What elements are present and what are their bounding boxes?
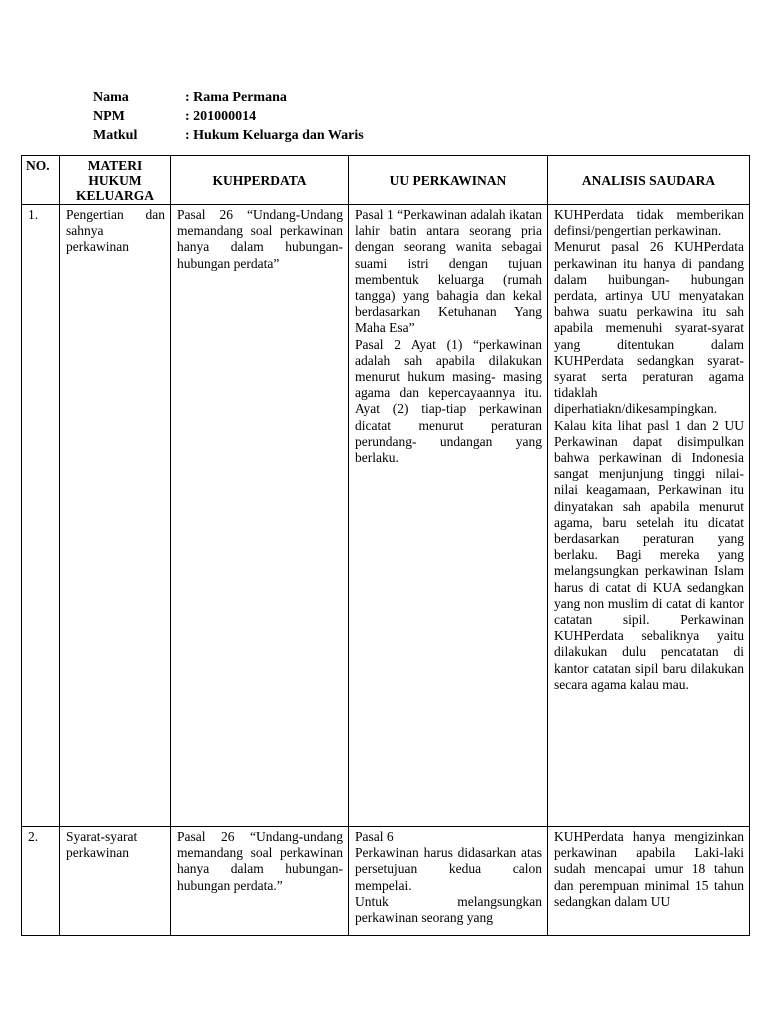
uu-pasal-1: Pasal 1 “Perkawinan adalah ikatan lahir batin antara seorang pria dengan seorang wanita sebagai suami istri dengan tujuan membentuk keluarga (rumah tangga) yang bahagia dan kekal berdasarkan Ketuhanan Yang Maha Esa” [355, 207, 542, 336]
kuhperdata-cell: Pasal 26 “Undang-Undang memandang soal perkawinan hanya dalam hubungan- hubungan perdata” [171, 205, 349, 827]
matkul-label: Matkul [93, 128, 138, 143]
table-row [22, 205, 750, 827]
analisis-paragraph-1: KUHPerdata hanya mengizinkan perkawinan apabila Laki-laki sudah mencapai umur 18 tahun dan perempuan minimal 15 tahun sedangkan dalam UU [554, 829, 744, 909]
uu-perkawinan-cell [349, 827, 548, 936]
npm-row [93, 107, 364, 126]
uu-pasal-6: Pasal 6 [355, 829, 394, 844]
materi-cell: Syarat-syarat perkawinan [60, 827, 171, 936]
uu-cell-content [355, 829, 542, 933]
kuhperdata-cell: Pasal 26 “Undang-undang memandang soal perkawinan hanya dalam hubungan-hubungan perdata.” [171, 827, 349, 936]
row-number: 2. [22, 827, 60, 936]
student-info [93, 88, 364, 145]
nama-row [93, 88, 364, 107]
npm-value: : 201000014 [185, 109, 257, 124]
nama-value: : Rama Permana [185, 90, 287, 105]
uu-perkawinan-cell [349, 205, 548, 827]
header-analisis: ANALISIS SAUDARA [548, 156, 750, 205]
analisis-cell [548, 827, 750, 936]
table-row [22, 827, 750, 936]
header-materi: MATERI HUKUM KELUARGA [60, 156, 171, 205]
table-header-row [22, 156, 750, 205]
header-uu-perkawinan: UU PERKAWINAN [349, 156, 548, 205]
matkul-row [93, 126, 364, 145]
header-kuhperdata: KUHPERDATA [171, 156, 349, 205]
analisis-cell-content [554, 829, 744, 933]
nama-label: Nama [93, 90, 129, 105]
matkul-value: : Hukum Keluarga dan Waris [185, 128, 364, 143]
materi-cell: Pengertian dan sahnya perkawinan [60, 205, 171, 827]
npm-label: NPM [93, 109, 125, 124]
analisis-paragraph-2: Menurut pasal 26 KUHPerdata perkawinan itu hanya di pandang dalam huibungan- hubungan perdata, artinya UU menyatakan bahwa suatu perkawina itu sah apabila memenuhi syarat-syarat yang ditentukan dalam KUHPerdata sedangkan syarat-syarat serta peraturan agama tidaklah diperhatiakn/dikesampingkan. Kalau kita lihat pasl 1 dan 2 UU Perkawinan dapat disimpulkan bahwa perkawinan di Indonesia sangat menjunjung tinggi nilai- nilai keagamaan, Perkawinan itu dinyatakan sah apabila menurut agama, baru setelah itu dicatat berdasarkan peraturan yang berlaku. Bagi mereka yang melangsungkan perkawinan Islam harus di catat di KUA sedangkan yang non muslim di catat di kantor catatan sipil. Perkawinan KUHPerdata sebaliknya yaitu dilakukan dulu pencatatan di kantor catatan sipil baru dilakukan secara agama kalau mau. [554, 239, 744, 692]
uu-pasal-2: Pasal 2 Ayat (1) “perkawinan adalah sah apabila dilakukan menurut hukum masing- masing agama dan kepercayaannya itu. Ayat (2) tiap-tiap perkawinan dicatat menurut peraturan perundang- undangan yang berlaku. [355, 336, 542, 466]
row-number: 1. [22, 205, 60, 827]
analisis-cell [548, 205, 750, 827]
uu-paragraph-1: Perkawinan harus didasarkan atas persetujuan kedua calon mempelai. [355, 845, 542, 893]
analisis-paragraph-1: KUHPerdata tidak memberikan definsi/pengertian perkawinan. [554, 207, 744, 239]
comparison-table [21, 155, 750, 936]
header-no: NO. [22, 156, 60, 205]
uu-paragraph-2: Untuk melangsungkan perkawinan seorang yang [355, 893, 542, 926]
